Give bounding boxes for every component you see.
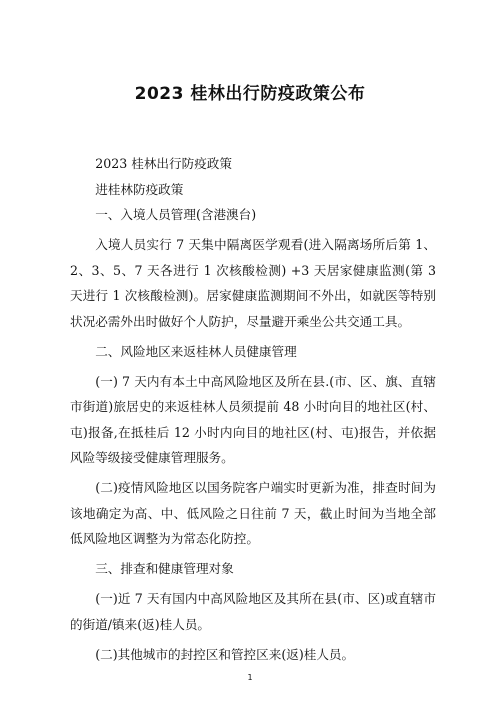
page-number: 1 (247, 673, 253, 682)
paragraph-policy-heading: 进桂林防疫政策 (95, 181, 184, 197)
document-title: 2023 桂林出行防疫政策公布 (134, 84, 366, 104)
paragraph-screening-2: (二)其他城市的封控区和管控区来(返)桂人员。 (95, 646, 355, 662)
paragraph-screening-1: (一)近 7 天有国内中高风险地区及其所在县(市、区)或直辖市的街道/镇来(返)桂人员。 (70, 591, 436, 632)
paragraph-risk-area-1: (一) 7 天内有本土中高风险地区及所在县.(市、区、旗、直辖市街道)旅居史的来返桂林人员须提前 48 小时向目的地社区(村、屯)报备,在抵桂后 12 小时内向目的地社区(村、屯)报告，并依据风险等级接受健康管理服务。 (70, 373, 436, 465)
section-heading-3: 三、排查和健康管理对象 (95, 561, 234, 576)
section-heading-2: 二、风险地区来返桂林人员健康管理 (95, 343, 297, 359)
paragraph-subtitle: 2023 桂林出行防疫政策 (95, 156, 232, 171)
document-body (70, 151, 436, 672)
section-heading-1: 一、入境人员管理(含港澳台) (95, 207, 257, 222)
paragraph-risk-area-2: (二)疫情风险地区以国务院客户端实时更新为准，排查时间为该地确定为高、中、低风险之日往前 7 天，截止时间为当地全部低风险地区调整为为常态化防控。 (70, 480, 436, 546)
paragraph-entry-management: 入境人员实行 7 天集中隔离医学观看(进入隔离场所后第 1、2、3、5、7 天各进行 1 次核酸检测) +3 天居家健康监测(第 3 天进行 1 次核酸检测)。居家健康监测期间不外出，如就医等特别状况必需外出时做好个人防护，尽量避开乘坐公共交通工具。 (70, 237, 436, 329)
